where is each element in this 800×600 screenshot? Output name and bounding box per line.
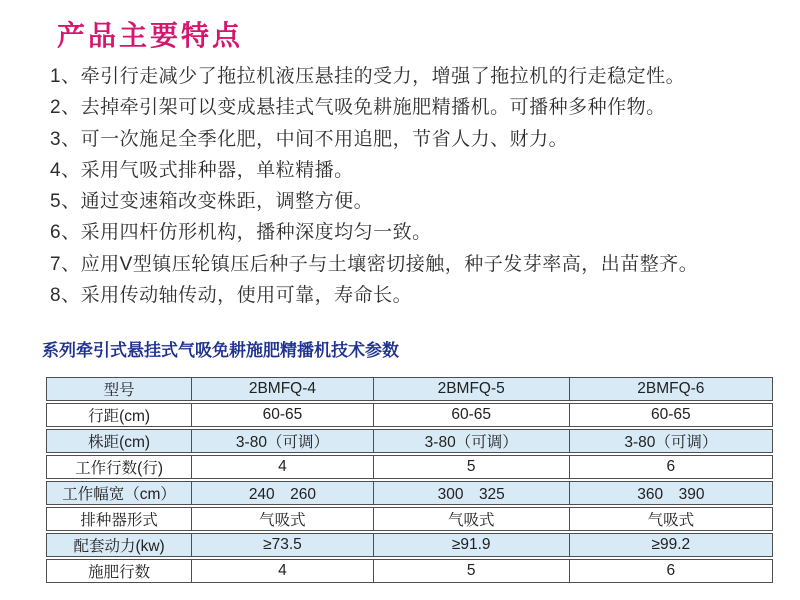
row-label-cell: 施肥行数 bbox=[47, 558, 192, 583]
value-cell: 6 bbox=[569, 558, 772, 583]
row-label-cell: 行距(cm) bbox=[47, 402, 192, 428]
value-cell: 3-80（可调） bbox=[192, 428, 374, 454]
value-cell: 3-80（可调） bbox=[373, 428, 569, 454]
spec-table bbox=[46, 377, 773, 583]
feature-item: 2、去掉牵引架可以变成悬挂式气吸免耕施肥精播机。可播种多种作物。 bbox=[50, 97, 666, 119]
model-name-cell: 2BMFQ-4 bbox=[192, 378, 374, 403]
table-row bbox=[47, 506, 773, 532]
feature-item: 5、通过变速箱改变株距，调整方便。 bbox=[50, 191, 374, 213]
value-cell: 240 260 bbox=[192, 480, 374, 506]
feature-item: 7、应用V型镇压轮镇压后种子与土壤密切接触，种子发芽率高，出苗整齐。 bbox=[50, 253, 699, 275]
value-cell: 300 325 bbox=[373, 480, 569, 506]
model-name-cell: 2BMFQ-5 bbox=[373, 378, 569, 403]
table-row bbox=[47, 558, 773, 583]
page-title: 产品主要特点 bbox=[57, 21, 244, 52]
value-cell: 5 bbox=[373, 454, 569, 480]
row-label-cell: 配套动力(kw) bbox=[47, 532, 192, 558]
value-cell: ≥91.9 bbox=[373, 532, 569, 558]
table-row bbox=[47, 532, 773, 558]
value-cell: 4 bbox=[192, 558, 374, 583]
row-label-cell: 工作幅宽（cm） bbox=[47, 480, 192, 506]
row-label-cell: 型号 bbox=[47, 378, 192, 403]
table-row bbox=[47, 454, 773, 480]
row-label-cell: 株距(cm) bbox=[47, 428, 192, 454]
features-list bbox=[50, 61, 698, 311]
value-cell: 60-65 bbox=[373, 402, 569, 428]
table-row bbox=[47, 402, 773, 428]
value-cell: 60-65 bbox=[569, 402, 772, 428]
table-row bbox=[47, 428, 773, 454]
feature-item: 4、采用气吸式排种器，单粒精播。 bbox=[50, 159, 354, 181]
feature-item: 8、采用传动轴传动，使用可靠，寿命长。 bbox=[50, 285, 413, 307]
value-cell: 6 bbox=[569, 454, 772, 480]
value-cell: 气吸式 bbox=[569, 506, 772, 532]
row-label-cell: 排种器形式 bbox=[47, 506, 192, 532]
value-cell: 3-80（可调） bbox=[569, 428, 772, 454]
feature-item: 3、可一次施足全季化肥，中间不用追肥，节省人力、财力。 bbox=[50, 128, 569, 150]
value-cell: 360 390 bbox=[569, 480, 772, 506]
model-name-cell: 2BMFQ-6 bbox=[569, 378, 772, 403]
value-cell: 气吸式 bbox=[373, 506, 569, 532]
value-cell: 气吸式 bbox=[192, 506, 374, 532]
feature-item: 6、采用四杆仿形机构，播种深度均匀一致。 bbox=[50, 222, 432, 244]
table-row bbox=[47, 480, 773, 506]
table-header-row bbox=[47, 378, 773, 403]
value-cell: 60-65 bbox=[192, 402, 374, 428]
spec-section-title: 系列牵引式悬挂式气吸免耕施肥精播机技术参数 bbox=[42, 341, 399, 360]
value-cell: ≥99.2 bbox=[569, 532, 772, 558]
value-cell: 5 bbox=[373, 558, 569, 583]
value-cell: 4 bbox=[192, 454, 374, 480]
value-cell: ≥73.5 bbox=[192, 532, 374, 558]
row-label-cell: 工作行数(行) bbox=[47, 454, 192, 480]
feature-item: 1、牵引行走减少了拖拉机液压悬挂的受力，增强了拖拉机的行走稳定性。 bbox=[50, 66, 686, 87]
